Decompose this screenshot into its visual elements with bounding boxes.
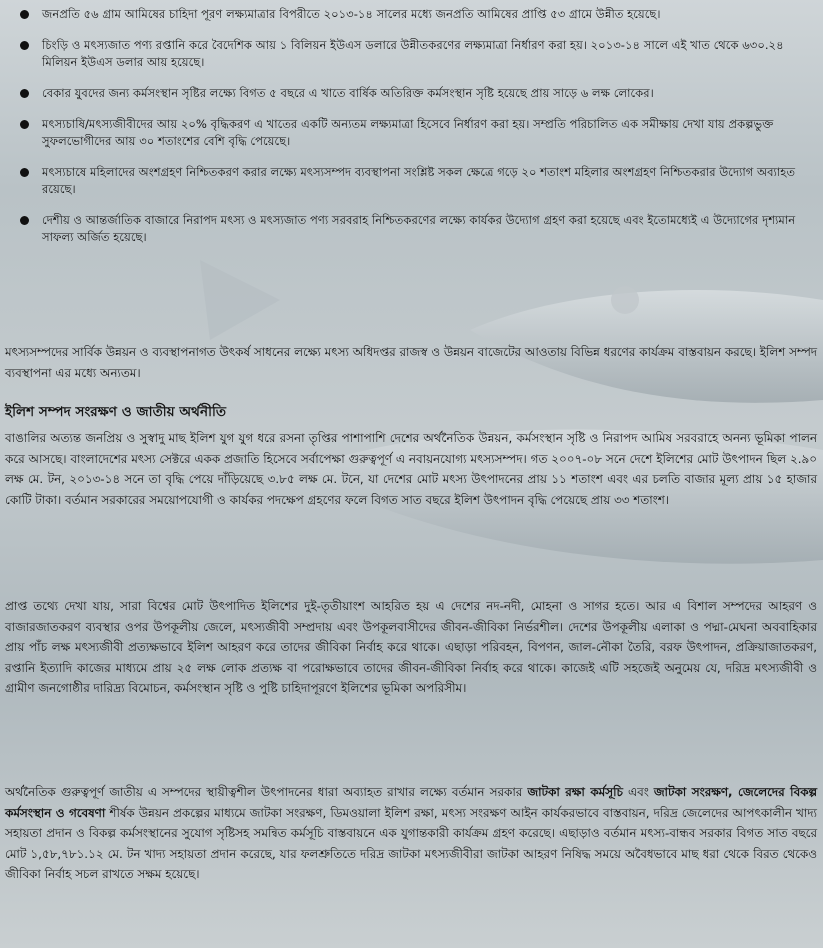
hilsa-livelihood-paragraph: প্রাপ্ত তথ্যে দেখা যায়, সারা বিশ্বের মোট উৎপাদিত ইলিশের দুই-তৃতীয়াংশ আহরিত হয় এ দেশের নদ-নদী, মোহনা ও সাগর হতে। আর এ বিশাল সম্পদের আহরণ ও বাজারজাতকরণ ব্যবস্থার ওপর উপকূলীয় জেলে, মৎস্যজীবী সম্প্রদায় এবং উপকূলবাসীদের জীবন-জীবিকা নির্ভরশীল। দেশের উপকূলীয় এলাকা ও পদ্মা-মেঘনা অববাহিকার প্রায় পাঁচ লক্ষ মৎস্যজীবী প্রত্যক্ষভাবে ইলিশ আহরণ করে তাদের জীবিকা নির্বাহ করে থাকে। এছাড়া পরিবহন, বিপণন, জাল-নৌকা তৈরি, বরফ উৎপাদন, প্রক্রিয়াজাতকরণ, রপ্তানি ইত্যাদি কাজের মাধ্যমে প্রায় ২৫ লক্ষ লোক প্রত্যক্ষ বা পরোক্ষভাবে তাদের জীবন-জীবিকা নির্বাহ করে থাকে। কাজেই এটি সহজেই অনুমেয় যে, দরিদ্র মৎস্যজীবী ও গ্রামীণ জনগোষ্ঠীর দারিদ্র্য বিমোচন, কর্মসংস্থান সৃষ্টি ও পুষ্টি চাহিদাপূরণে ইলিশের ভূমিকা অপরিসীম। — [5, 599, 817, 695]
paragraph-text: অর্থনৈতিক গুরুত্বপূর্ণ জাতীয় এ সম্পদের স্থায়ীত্বশীল উৎপাদনের ধারা অব্যাহত রাখার লক্ষ্যে বর্তমান সরকার — [5, 785, 528, 799]
bullet-dot-icon — [20, 168, 29, 177]
bullet-dot-icon — [20, 216, 29, 225]
bullet-text: চিংড়ি ও মৎস্যজাত পণ্য রপ্তানি করে বৈদেশিক আয় ১ বিলিয়ন ইউএস ডলারে উন্নীতকরণের লক্ষ্যমাত্রা নির্ধারণ করা হয়। ২০১৩-১৪ সালে এই খাত থেকে ৬৩০.২৪ মিলিয়ন ইউএস ডলার আয় হয়েছে। — [42, 38, 784, 69]
bullet-item — [18, 116, 816, 150]
bullet-item — [18, 37, 816, 71]
fish-tail — [200, 260, 280, 340]
intro-paragraph: মৎস্যসম্পদের সার্বিক উন্নয়ন ও ব্যবস্থাপনাগত উৎকর্ষ সাধনের লক্ষ্যে মৎস্য অধিদপ্তর রাজস্ব ও উন্নয়ন বাজেটের আওতায় বিভিন্ন ধরণের কার্যক্রম বাস্তবায়ন করছে। ইলিশ সম্পদ ব্যবস্থাপনা এর মধ্যে অন্যতম। — [5, 345, 817, 380]
paragraph-text: এবং — [622, 785, 654, 799]
bullet-text: মৎস্যচাষি/মৎস্যজীবীদের আয় ২০% বৃদ্ধিকরণ এ খাতের একটি অন্যতম লক্ষ্যমাত্রা হিসেবে নির্ধারণ করা হয়। সম্প্রতি পরিচালিত এক সমীক্ষায় দেখা যায় প্রকল্পভুক্ত সুফলভোগীদের আয় ৩০ শতাংশের বেশি বৃদ্ধি পেয়েছে। — [42, 117, 774, 148]
bullet-item — [18, 85, 816, 102]
program-name-bold: জাটকা রক্ষা কর্মসূচি — [527, 785, 623, 799]
jatka-conservation-paragraph — [5, 782, 817, 885]
project-name-bold: জাটকা সংরক্ষণ, জেলেদের বিকল্প কর্মসংস্থান ও গবেষণা — [5, 785, 818, 820]
bullet-dot-icon — [20, 89, 29, 98]
paragraph-text: শীর্ষক উন্নয়ন প্রকল্পের মাধ্যমে জাটকা সংরক্ষণ, ডিমওয়ালা ইলিশ রক্ষা, মৎস্য সংরক্ষণ আইন কার্যকরভাবে বাস্তবায়ন, দরিদ্র জেলেদের আপৎকালীন খাদ্য সহায়তা প্রদান ও বিকল্প কর্মসংস্থানের সুযোগ সৃষ্টিসহ সমন্বিত কর্মসূচি বাস্তবায়নে এক যুগান্তকারী কার্যক্রম গ্রহণ করেছে। এছাড়াও বর্তমান মৎস্য-বান্ধব সরকার বিগত সাত বছরে মোট ১,৫৮,৭৮১.১২ মে. টন খাদ্য সহায়তা প্রদান করেছে, যার ফলশ্রুতিতে দরিদ্র জাটকা মৎস্যজীবীরা জাটকা আহরণ নিষিদ্ধ সময়ে অবৈধভাবে মাছ ধরা থেকে বিরত থেকেও জীবিকা নির্বাহ সচল রাখতে সক্ষম হয়েছে। — [5, 805, 817, 881]
bullet-item — [18, 212, 816, 246]
hilsa-economy-paragraph: বাঙালির অত্যন্ত জনপ্রিয় ও সুস্বাদু মাছ ইলিশ যুগ যুগ ধরে রসনা তৃপ্তির পাশাপাশি দেশের অর্থনৈতিক উন্নয়ন, কর্মসংস্থান সৃষ্টি ও নিরাপদ আমিষ সরবরাহে অনন্য ভূমিকা পালন করে আসছে। বাংলাদেশের মৎস্য সেক্টরে একক প্রজাতি হিসেবে সর্বাপেক্ষা গুরুত্বপূর্ণ এ নবায়নযোগ্য মৎস্যসম্পদ। গত ২০০৭-০৮ সনে দেশে ইলিশের মোট উৎপাদন ছিল ২.৯০ লক্ষ মে. টন, ২০১৩-১৪ সনে তা বৃদ্ধি পেয়ে দাঁড়িয়েছে ৩.৮৫ লক্ষ মে. টনে, যা দেশের মোট মৎস্য উৎপাদনের প্রায় ১১ শতাংশ এবং এর চলতি বাজার মূল্য প্রায় ১৫ হাজার কোটি টাকা। বর্তমান সরকারের সময়োপযোগী ও কার্যকর পদক্ষেপ গ্রহণের ফলে বিগত সাত বছরে ইলিশ উৎপাদন বৃদ্ধি পেয়েছে প্রায় ৩৩ শতাংশ। — [5, 431, 817, 507]
bullet-text: বেকার যুবদের জন্য কর্মসংস্থান সৃষ্টির লক্ষ্যে বিগত ৫ বছরে এ খাতে বার্ষিক অতিরিক্ত কর্মসংস্থান সৃষ্টি হয়েছে প্রায় সাড়ে ৬ লক্ষ লোকের। — [42, 86, 654, 100]
achievement-bullet-list — [18, 6, 816, 260]
bullet-text: মৎস্যচাষে মহিলাদের অংশগ্রহণ নিশ্চিতকরণ করার লক্ষ্যে মৎস্যসম্পদ ব্যবস্থাপনা সংশ্লিষ্ট সকল ক্ষেত্রে গড়ে ২০ শতাংশ মহিলার অংশগ্রহণ নিশ্চিতকরার উদ্যোগ অব্যাহত রয়েছে। — [42, 165, 796, 196]
bullet-item — [18, 164, 816, 198]
bullet-dot-icon — [20, 120, 29, 129]
fish-eye — [611, 286, 639, 314]
bullet-text: জনপ্রতি ৫৬ গ্রাম আমিষের চাহিদা পূরণ লক্ষ্যমাত্রার বিপরীতে ২০১৩-১৪ সালের মধ্যে জনপ্রতি আমিষের প্রাপ্তি ৫৩ গ্রামে উন্নীত হয়েছে। — [42, 7, 661, 21]
bullet-text: দেশীয় ও আন্তর্জাতিক বাজারে নিরাপদ মৎস্য ও মৎস্যজাত পণ্য সরবরাহ নিশ্চিতকরণের লক্ষ্যে কার্যকর উদ্যোগ গ্রহণ করা হয়েছে এবং ইতোমধ্যেই এ উদ্যোগের দৃশ্যমান সাফল্য অর্জিত হয়েছে। — [42, 213, 796, 244]
bullet-dot-icon — [20, 10, 29, 19]
bullet-dot-icon — [20, 41, 29, 50]
bullet-item — [18, 6, 816, 23]
section-heading: ইলিশ সম্পদ সংরক্ষণ ও জাতীয় অর্থনীতি — [5, 404, 227, 420]
